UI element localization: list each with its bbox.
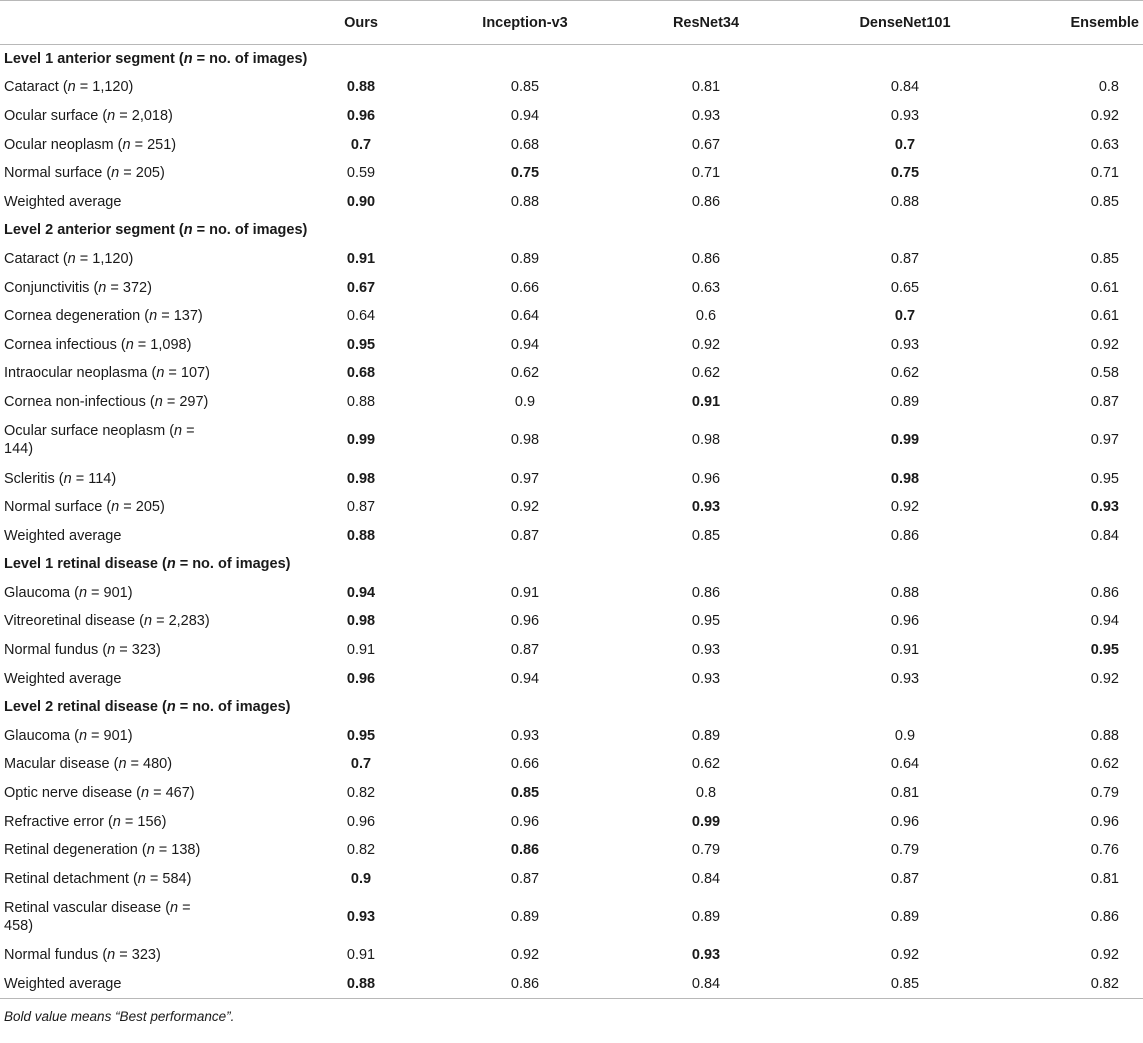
cell-densenet101: 0.88: [890, 584, 920, 601]
cell-ours: 0.59: [346, 165, 376, 182]
cell-ensemble: 0.92: [1090, 107, 1119, 124]
row-label: Glaucoma (n = 901): [4, 727, 133, 744]
cell-ours: 0.88: [346, 393, 376, 410]
table-row: [0, 73, 1143, 102]
table-row: [0, 130, 1143, 159]
row-label: Retinal degeneration (n = 138): [4, 842, 201, 859]
cell-ours: 0.98: [346, 470, 376, 487]
cell-inception-v3: 0.94: [510, 670, 540, 687]
cell-ensemble: 0.92: [1090, 947, 1119, 964]
cell-resnet34: 0.63: [691, 279, 721, 296]
cell-ensemble: 0.95: [1090, 470, 1119, 487]
table-row: [0, 493, 1143, 522]
cell-resnet34: 0.93: [691, 642, 721, 659]
table-row: [0, 779, 1143, 808]
cell-densenet101: 0.64: [890, 756, 920, 773]
cell-ensemble: 0.76: [1090, 842, 1119, 859]
cell-ensemble: 0.62: [1090, 756, 1119, 773]
row-label: Retinal detachment (n = 584): [4, 870, 192, 887]
cell-densenet101: 0.93: [890, 336, 920, 353]
cell-inception-v3: 0.87: [510, 870, 540, 887]
cell-ours: 0.94: [346, 584, 376, 601]
cell-resnet34: 0.93: [691, 670, 721, 687]
cell-resnet34: 0.93: [691, 107, 721, 124]
cell-ensemble: 0.58: [1090, 365, 1119, 382]
cell-inception-v3: 0.9: [514, 393, 536, 410]
cell-resnet34: 0.89: [691, 727, 721, 744]
cell-densenet101: 0.87: [890, 870, 920, 887]
cell-ours: 0.93: [346, 909, 376, 926]
cell-ensemble: 0.96: [1090, 813, 1119, 830]
table-row: [0, 359, 1143, 388]
cell-ours: 0.88: [346, 527, 376, 544]
cell-inception-v3: 0.86: [510, 842, 540, 859]
table-row: [0, 521, 1143, 550]
row-label: Weighted average: [4, 527, 122, 544]
cell-resnet34: 0.85: [691, 527, 721, 544]
cell-densenet101: 0.87: [890, 250, 920, 267]
table-row: [0, 273, 1143, 302]
cell-inception-v3: 0.87: [510, 642, 540, 659]
header-cell-ensemble: Ensemble: [1011, 1, 1143, 45]
cell-inception-v3: 0.89: [510, 909, 540, 926]
cell-ours: 0.64: [346, 308, 376, 325]
cell-ours: 0.7: [350, 756, 372, 773]
row-label: Weighted average: [4, 193, 122, 210]
cell-ensemble: 0.85: [1090, 193, 1119, 210]
cell-inception-v3: 0.62: [510, 365, 540, 382]
cell-ensemble: 0.95: [1090, 642, 1119, 659]
row-label: Normal fundus (n = 323): [4, 947, 161, 964]
table-row: [0, 416, 1143, 464]
cell-ours: 0.91: [346, 642, 376, 659]
cell-ensemble: 0.71: [1090, 165, 1119, 182]
cell-densenet101: 0.92: [890, 499, 920, 516]
header-row: [0, 1, 1143, 45]
cell-ours: 0.98: [346, 613, 376, 630]
cell-inception-v3: 0.94: [510, 336, 540, 353]
row-label: Vitreoretinal disease (n = 2,283): [4, 613, 210, 630]
cell-resnet34: 0.93: [691, 947, 721, 964]
cell-resnet34: 0.98: [691, 432, 721, 449]
cell-inception-v3: 0.64: [510, 308, 540, 325]
cell-resnet34: 0.6: [695, 308, 717, 325]
cell-densenet101: 0.92: [890, 947, 920, 964]
cell-resnet34: 0.86: [691, 584, 721, 601]
cell-densenet101: 0.89: [890, 909, 920, 926]
table-row: [0, 893, 1143, 941]
cell-densenet101: 0.96: [890, 813, 920, 830]
cell-ensemble: 0.81: [1090, 870, 1119, 887]
cell-inception-v3: 0.97: [510, 470, 540, 487]
cell-resnet34: 0.86: [691, 193, 721, 210]
cell-ours: 0.88: [285, 970, 437, 999]
cell-ensemble: 0.86: [1090, 584, 1119, 601]
cell-densenet101: 0.93: [890, 670, 920, 687]
cell-ensemble: 0.86: [1090, 909, 1119, 926]
cell-resnet34: 0.89: [691, 909, 721, 926]
cell-inception-v3: 0.92: [510, 947, 540, 964]
table-row: [0, 607, 1143, 636]
cell-densenet101: 0.7: [894, 136, 916, 153]
table-row: [0, 102, 1143, 131]
cell-ensemble: 0.8: [1098, 79, 1119, 96]
table-row: [0, 750, 1143, 779]
cell-densenet101: 0.93: [890, 107, 920, 124]
cell-inception-v3: 0.96: [510, 813, 540, 830]
row-label: Ocular neoplasm (n = 251): [4, 136, 177, 153]
cell-densenet101: 0.91: [890, 642, 920, 659]
header-cell-inception-v3: Inception-v3: [437, 1, 613, 45]
cell-resnet34: 0.93: [691, 499, 721, 516]
cell-ours: 0.91: [346, 947, 376, 964]
row-label: Macular disease (n = 480): [4, 756, 173, 773]
cell-inception-v3: 0.66: [510, 279, 540, 296]
cell-resnet34: 0.84: [691, 870, 721, 887]
cell-inception-v3: 0.66: [510, 756, 540, 773]
row-label: Weighted average: [4, 670, 122, 687]
cell-densenet101: 0.85: [799, 970, 1011, 999]
row-label: Normal surface (n = 205): [4, 499, 165, 516]
cell-densenet101: 0.96: [890, 613, 920, 630]
cell-inception-v3: 0.85: [510, 79, 540, 96]
cell-resnet34: 0.79: [691, 842, 721, 859]
cell-ours: 0.82: [346, 842, 376, 859]
cell-ours: 0.99: [346, 432, 376, 449]
cell-resnet34: 0.91: [691, 393, 721, 410]
cell-ensemble: 0.61: [1090, 308, 1119, 325]
cell-resnet34: 0.8: [695, 785, 717, 802]
section-header-row: [0, 693, 1143, 722]
cell-ensemble: 0.92: [1090, 670, 1119, 687]
cell-inception-v3: 0.88: [510, 193, 540, 210]
row-label: Optic nerve disease (n = 467): [4, 785, 195, 802]
cell-resnet34: 0.99: [691, 813, 721, 830]
header-cell-label: [0, 1, 285, 45]
cell-inception-v3: 0.75: [510, 165, 540, 182]
row-label: Refractive error (n = 156): [4, 813, 167, 830]
cell-ensemble: 0.97: [1090, 432, 1119, 449]
section-header-row: [0, 45, 1143, 74]
cell-densenet101: 0.79: [890, 842, 920, 859]
cell-ours: 0.7: [350, 136, 372, 153]
row-label: Conjunctivitis (n = 372): [4, 279, 152, 296]
cell-inception-v3: 0.93: [510, 727, 540, 744]
row-label: Normal fundus (n = 323): [4, 642, 161, 659]
row-label: Scleritis (n = 114): [4, 470, 117, 487]
cell-ours: 0.87: [346, 499, 376, 516]
cell-inception-v3: 0.89: [510, 250, 540, 267]
table-row: [0, 865, 1143, 894]
cell-resnet34: 0.86: [691, 250, 721, 267]
table-row: [0, 836, 1143, 865]
table-row: [0, 807, 1143, 836]
cell-densenet101: 0.99: [890, 432, 920, 449]
cell-ensemble: 0.88: [1090, 727, 1119, 744]
cell-ensemble: 0.79: [1090, 785, 1119, 802]
table-row: [0, 388, 1143, 417]
cell-inception-v3: 0.86: [437, 970, 613, 999]
table-row: [0, 579, 1143, 608]
cell-ensemble: 0.61: [1090, 279, 1119, 296]
cell-inception-v3: 0.92: [510, 499, 540, 516]
cell-inception-v3: 0.68: [510, 136, 540, 153]
row-label: Cornea non-infectious (n = 297): [4, 393, 209, 410]
cell-ours: 0.96: [346, 107, 376, 124]
table-row: [0, 159, 1143, 188]
table-row: [0, 464, 1143, 493]
cell-ours: 0.90: [346, 193, 376, 210]
row-label: Cornea infectious (n = 1,098): [4, 336, 192, 353]
cell-inception-v3: 0.98: [510, 432, 540, 449]
table-row: [0, 302, 1143, 331]
table-row: [0, 664, 1143, 693]
cell-resnet34: 0.84: [613, 970, 799, 999]
table-header: [0, 1, 1143, 45]
cell-densenet101: 0.65: [890, 279, 920, 296]
cell-ours: 0.95: [346, 336, 376, 353]
cell-resnet34: 0.62: [691, 756, 721, 773]
cell-resnet34: 0.67: [691, 136, 721, 153]
cell-resnet34: 0.71: [691, 165, 721, 182]
cell-inception-v3: 0.87: [510, 527, 540, 544]
section-title: Level 2 retinal disease (n = no. of images): [4, 699, 291, 716]
cell-densenet101: 0.88: [890, 193, 920, 210]
cell-densenet101: 0.84: [890, 79, 920, 96]
cell-densenet101: 0.89: [890, 393, 920, 410]
table-row: [0, 245, 1143, 274]
row-label: Cataract (n = 1,120): [4, 79, 134, 96]
row-label: Cataract (n = 1,120): [4, 250, 134, 267]
cell-ours: 0.91: [346, 250, 376, 267]
cell-ensemble: 0.84: [1090, 527, 1119, 544]
cell-ensemble: 0.82: [1011, 970, 1143, 999]
cell-ensemble: 0.87: [1090, 393, 1119, 410]
cell-ensemble: 0.85: [1090, 250, 1119, 267]
section-header-row: [0, 550, 1143, 579]
table-row: [0, 330, 1143, 359]
header-cell-resnet34: ResNet34: [613, 1, 799, 45]
header-cell-densenet101: DenseNet101: [799, 1, 1011, 45]
cell-inception-v3: 0.94: [510, 107, 540, 124]
cell-densenet101: 0.7: [894, 308, 916, 325]
section-title: Level 2 anterior segment (n = no. of images): [4, 222, 308, 239]
row-label: Cornea degeneration (n = 137): [4, 308, 203, 325]
cell-resnet34: 0.62: [691, 365, 721, 382]
table-row: [0, 941, 1143, 970]
cell-densenet101: 0.98: [890, 470, 920, 487]
cell-ours: 0.68: [346, 365, 376, 382]
cell-densenet101: 0.86: [890, 527, 920, 544]
cell-inception-v3: 0.96: [510, 613, 540, 630]
cell-ensemble: 0.92: [1090, 336, 1119, 353]
row-label: Glaucoma (n = 901): [4, 584, 133, 601]
cell-ensemble: 0.63: [1090, 136, 1119, 153]
cell-ours: 0.9: [350, 870, 372, 887]
table-body: [0, 45, 1143, 999]
row-label: Weighted average: [0, 970, 285, 999]
cell-inception-v3: 0.85: [510, 785, 540, 802]
row-label: Ocular surface neoplasm (n = 144): [4, 423, 195, 458]
cell-resnet34: 0.92: [691, 336, 721, 353]
table-footnote: Bold value means “Best performance”.: [4, 1008, 235, 1024]
table-row: [0, 970, 1143, 999]
cell-ours: 0.96: [346, 670, 376, 687]
cell-densenet101: 0.75: [890, 165, 920, 182]
row-label: Ocular surface (n = 2,018): [4, 107, 173, 124]
cell-densenet101: 0.62: [890, 365, 920, 382]
cell-resnet34: 0.95: [691, 613, 721, 630]
table-row: [0, 187, 1143, 216]
cell-ours: 0.82: [346, 785, 376, 802]
header-cell-ours: Ours: [285, 1, 437, 45]
cell-resnet34: 0.96: [691, 470, 721, 487]
cell-ensemble: 0.93: [1090, 499, 1119, 516]
cell-ours: 0.67: [346, 279, 376, 296]
cell-densenet101: 0.81: [890, 785, 920, 802]
cell-ours: 0.96: [346, 813, 376, 830]
cell-ours: 0.88: [346, 79, 376, 96]
section-header-row: [0, 216, 1143, 245]
cell-resnet34: 0.81: [691, 79, 721, 96]
row-label: Normal surface (n = 205): [4, 165, 165, 182]
cell-ensemble: 0.94: [1090, 613, 1119, 630]
cell-densenet101: 0.9: [894, 727, 916, 744]
cell-ours: 0.95: [346, 727, 376, 744]
section-title: Level 1 anterior segment (n = no. of images): [4, 51, 308, 68]
table-row: [0, 722, 1143, 751]
section-title: Level 1 retinal disease (n = no. of images): [4, 556, 291, 573]
row-label: Intraocular neoplasma (n = 107): [4, 365, 210, 382]
row-label: Retinal vascular disease (n = 458): [4, 900, 191, 935]
cell-inception-v3: 0.91: [510, 584, 540, 601]
table-row: [0, 636, 1143, 665]
